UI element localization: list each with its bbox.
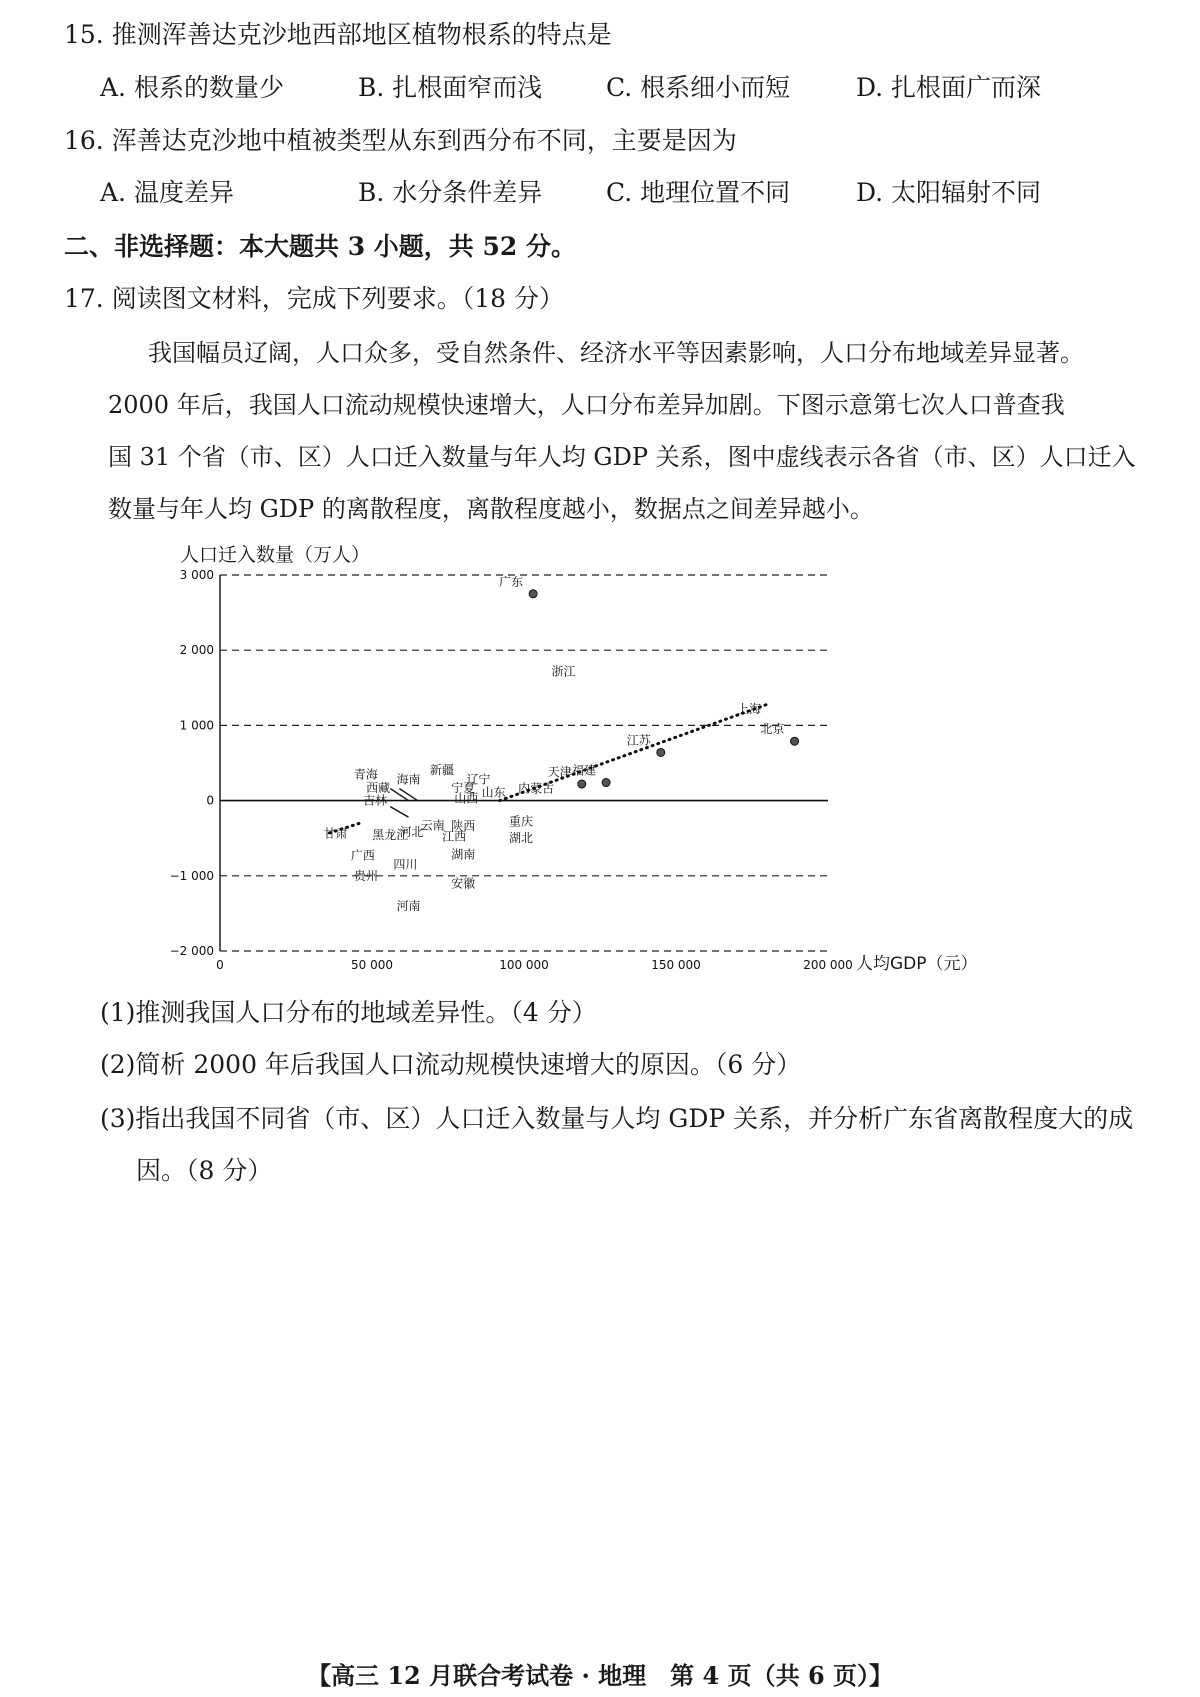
q16-option-a: A. 温度差异 bbox=[100, 178, 234, 207]
data-point-label: 广西 bbox=[350, 848, 375, 863]
data-point-marker bbox=[602, 779, 610, 787]
data-point-label: 内蒙古 bbox=[518, 781, 555, 796]
q16-option-d: D. 太阳辐射不同 bbox=[856, 178, 1042, 207]
data-point-label: 天津 bbox=[547, 765, 572, 780]
data-point-marker bbox=[791, 737, 799, 745]
data-point-label: 江苏 bbox=[626, 733, 651, 748]
data-point-label: 贵州 bbox=[353, 868, 378, 883]
dispersion-line bbox=[399, 789, 417, 801]
page-footer: 【高三 12 月联合考试卷 · 地理 第 4 页（共 6 页）】 bbox=[307, 1661, 893, 1690]
data-point-label: 河南 bbox=[396, 898, 421, 913]
data-point-label: 青海 bbox=[353, 767, 378, 782]
data-point-label: 新疆 bbox=[429, 762, 454, 777]
data-point-label: 上海 bbox=[736, 701, 761, 716]
data-points bbox=[324, 574, 799, 913]
x-tick-label: 200 000 bbox=[803, 958, 853, 972]
data-point-label: 安徽 bbox=[451, 876, 476, 891]
data-point-label: 陕西 bbox=[451, 819, 476, 834]
data-point-label: 云南 bbox=[420, 818, 445, 833]
section2-heading: 二、非选择题：本大题共 3 小题，共 52 分。 bbox=[64, 232, 577, 261]
q15-stem: 15. 推测浑善达克沙地西部地区植物根系的特点是 bbox=[64, 20, 612, 49]
q17-sub1: (1)推测我国人口分布的地域差异性。（4 分） bbox=[100, 998, 597, 1027]
q16-option-b: B. 水分条件差异 bbox=[358, 178, 543, 207]
data-point-marker bbox=[529, 590, 537, 598]
data-point-label: 河北 bbox=[399, 825, 424, 840]
q17-material-line-4: 数量与年人均 GDP 的离散程度，离散程度越小，数据点之间差异越小。 bbox=[108, 495, 874, 523]
data-point-label: 海南 bbox=[396, 772, 421, 787]
data-point-label: 四川 bbox=[393, 857, 418, 872]
q15-option-d: D. 扎根面广而深 bbox=[856, 73, 1042, 102]
data-point-marker bbox=[578, 780, 586, 788]
data-point-label: 西藏 bbox=[366, 780, 391, 795]
data-point-label: 江西 bbox=[442, 829, 467, 844]
chart-axes bbox=[216, 575, 853, 972]
y-tick-label: −2 000 bbox=[169, 944, 214, 958]
data-point-label: 黑龙江 bbox=[372, 828, 409, 843]
q16-stem: 16. 浑善达克沙地中植被类型从东到西分布不同，主要是因为 bbox=[64, 126, 737, 155]
x-tick-label: 150 000 bbox=[651, 958, 701, 972]
data-point-label: 湖南 bbox=[451, 847, 476, 862]
data-point-label: 山西 bbox=[454, 791, 479, 806]
q17-material-line-3: 国 31 个省（市、区）人口迁入数量与年人均 GDP 关系，图中虚线表示各省（市、区）人口迁入 bbox=[108, 443, 1136, 471]
y-tick-label: −1 000 bbox=[169, 868, 214, 883]
y-tick-label: 1 000 bbox=[179, 718, 214, 733]
dispersion-line bbox=[390, 807, 408, 818]
q17-material-line-2: 2000 年后，我国人口流动规模快速增大，人口分布差异加剧。下图示意第七次人口普查我 bbox=[108, 391, 1065, 419]
data-point-label: 广东 bbox=[499, 574, 524, 589]
x-tick-label: 50 000 bbox=[351, 958, 393, 972]
data-point-label: 宁夏 bbox=[451, 780, 476, 795]
q17-sub3-line2: 因。（8 分） bbox=[136, 1156, 273, 1185]
data-point-label: 湖北 bbox=[508, 831, 533, 846]
y-axis-label: 人口迁入数量（万人） bbox=[180, 544, 371, 566]
data-point-label: 浙江 bbox=[551, 664, 576, 679]
x-axis-label: 人均GDP（元） bbox=[856, 954, 978, 974]
migration-gdp-scatter-chart bbox=[150, 544, 1080, 1065]
data-point-label: 辽宁 bbox=[466, 772, 491, 787]
q17-sub3-line1: (3)指出我国不同省（市、区）人口迁入数量与人均 GDP 关系，并分析广东省离散程度大的成 bbox=[100, 1104, 1134, 1133]
y-tick-label: 3 000 bbox=[179, 568, 214, 582]
q15-option-b: B. 扎根面窄而浅 bbox=[358, 73, 543, 102]
data-point-label: 福建 bbox=[572, 763, 597, 778]
dispersion-line bbox=[390, 789, 408, 801]
data-point-label: 山东 bbox=[481, 785, 506, 800]
data-point-label: 吉林 bbox=[363, 793, 388, 808]
x-tick-label: 0 bbox=[216, 958, 224, 972]
data-point-marker bbox=[657, 748, 665, 756]
data-point-label: 北京 bbox=[760, 722, 785, 737]
grid-lines bbox=[170, 568, 828, 958]
q17-stem: 17. 阅读图文材料，完成下列要求。（18 分） bbox=[64, 284, 564, 313]
y-tick-label: 2 000 bbox=[179, 643, 214, 658]
y-tick-label: 0 bbox=[206, 793, 214, 808]
q15-option-c: C. 根系细小而短 bbox=[606, 73, 791, 102]
q17-sub2: (2)简析 2000 年后我国人口流动规模快速增大的原因。（6 分） bbox=[100, 1050, 802, 1079]
q16-option-c: C. 地理位置不同 bbox=[606, 178, 791, 207]
x-tick-label: 100 000 bbox=[499, 958, 549, 972]
q17-material-line-1: 我国幅员辽阔，人口众多，受自然条件、经济水平等因素影响，人口分布地域差异显著。 bbox=[148, 339, 1084, 367]
data-point-label: 甘肃 bbox=[323, 826, 348, 841]
data-point-label: 重庆 bbox=[508, 814, 533, 829]
q15-option-a: A. 根系的数量少 bbox=[100, 73, 284, 102]
